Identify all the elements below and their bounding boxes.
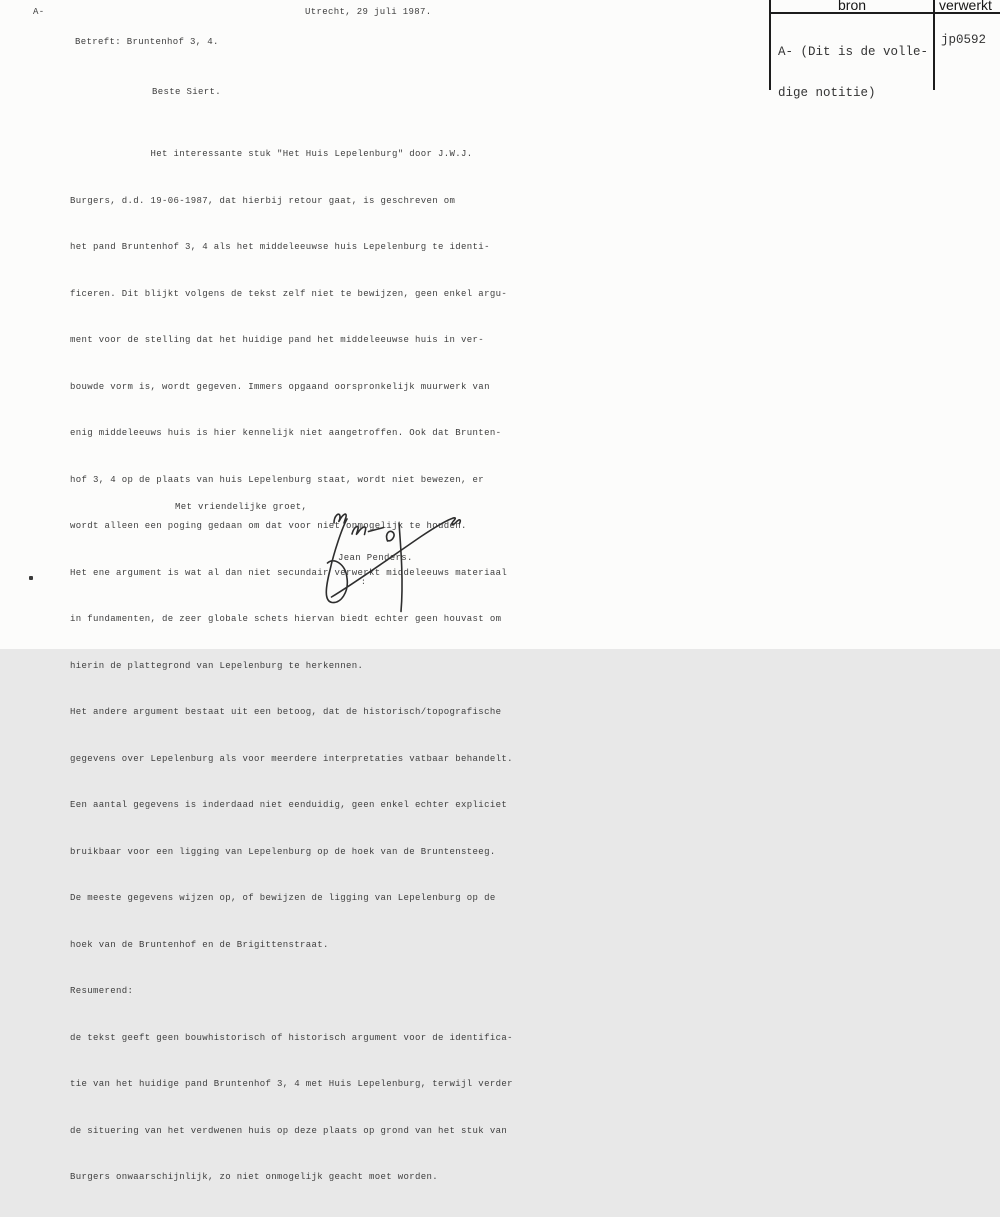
letter-line: het pand Bruntenhof 3, 4 als het middeleeuwse huis Lepelenburg te identi- xyxy=(70,242,490,252)
signature-typed-name: Jean Penders. xyxy=(338,553,413,563)
letter-line: Het ene argument is wat al dan niet secundair verwerkt middeleeuws materiaal xyxy=(70,567,508,578)
letter-body xyxy=(70,116,513,1217)
letter-line: de tekst geeft geen bouwhistorisch of historisch argument voor de identifica- xyxy=(70,1032,513,1043)
scan-speck xyxy=(29,576,33,580)
stamp-col-header-verwerkt: verwerkt xyxy=(939,0,992,13)
letter-line: hierin de plattegrond van Lepelenburg te herkennen. xyxy=(70,660,364,671)
signature-top-mark xyxy=(334,514,346,523)
letter-line: Burgers onwaarschijnlijk, zo niet onmogelijk geacht moet worden. xyxy=(70,1172,439,1182)
stamp-cell-bron-line1: A- (Dit is de volle- xyxy=(778,45,929,59)
letter-line: Resumerend: xyxy=(70,986,134,996)
letter-line: hoek van de Bruntenhof en de Brigittenstraat. xyxy=(70,939,329,950)
margin-code: A- xyxy=(33,7,45,17)
closing-line: Met vriendelijke groet, xyxy=(175,502,308,512)
signature-ink-dots: : xyxy=(361,578,367,587)
salutation: Beste Siert. xyxy=(152,87,222,97)
stamp-cell-bron xyxy=(778,19,928,127)
stamp-cell-verwerkt: jp0592 xyxy=(941,33,987,47)
stamp-cell-bron-line2: dige notitie) xyxy=(778,85,876,100)
letter-line: Burgers, d.d. 19-06-1987, dat hierbij retour gaat, is geschreven om xyxy=(70,195,456,206)
stamp-col-header-bron: bron xyxy=(838,0,867,13)
letter-line: Het andere argument bestaat uit een betoog, dat de historisch/topografische xyxy=(70,707,502,717)
letter-line: wordt alleen een poging gedaan om dat voor niet onmogelijk te houden. xyxy=(70,521,467,531)
letter-line: gegevens over Lepelenburg als voor meerdere interpretaties vatbaar behandelt. xyxy=(70,753,513,764)
letter-line: Het interessante stuk "Het Huis Lepelenburg" door J.W.J. xyxy=(70,149,473,159)
signature-small-letters xyxy=(352,526,394,541)
letter-line: de situering van het verdwenen huis op deze plaats op grond van het stuk van xyxy=(70,1125,508,1136)
letter-line: enig middeleeuws huis is hier kennelijk niet aangetroffen. Ook dat Brunten- xyxy=(70,428,502,438)
letter-line: tie van het huidige pand Bruntenhof 3, 4 met Huis Lepelenburg, terwijl verder xyxy=(70,1079,513,1089)
letter-line: bruikbaar voor een ligging van Lepelenburg op de hoek van de Bruntensteeg. xyxy=(70,846,496,857)
signature-descender-stroke xyxy=(399,523,402,612)
letter-line: hof 3, 4 op de plaats van huis Lepelenburg staat, wordt niet bewezen, er xyxy=(70,474,485,485)
letter-line: ment voor de stelling dat het huidige pand het middeleeuwse huis in ver- xyxy=(70,335,485,345)
letter-line: Een aantal gegevens is inderdaad niet eenduidig, geen enkel echter expliciet xyxy=(70,800,508,810)
letter-line: in fundamenten, de zeer globale schets hiervan biedt echter geen houvast om xyxy=(70,614,502,624)
letter-line: ficeren. Dit blijkt volgens de tekst zelf niet te bewijzen, geen enkel argu- xyxy=(70,288,508,299)
letter-line: De meeste gegevens wijzen op, of bewijzen de ligging van Lepelenburg op de xyxy=(70,893,496,903)
subject-line: Betreft: Bruntenhof 3, 4. xyxy=(75,37,219,47)
letter-line: bouwde vorm is, wordt gegeven. Immers opgaand oorspronkelijk muurwerk van xyxy=(70,381,490,392)
dateline: Utrecht, 29 juli 1987. xyxy=(305,7,432,17)
